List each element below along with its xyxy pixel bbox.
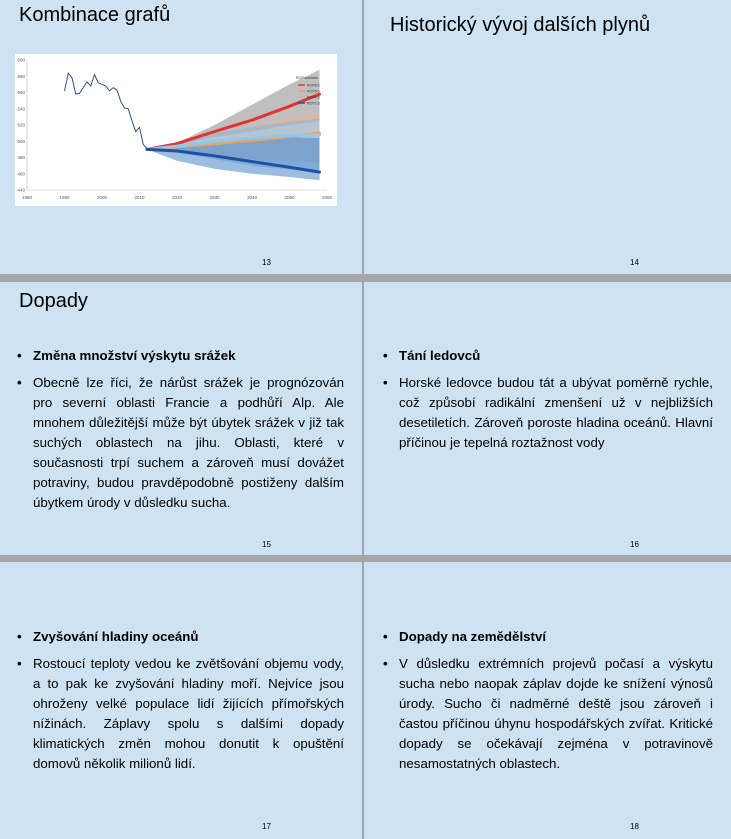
slide-content	[383, 627, 713, 781]
slide-title: Historický vývoj dalších plynů	[390, 14, 651, 36]
bullet-text	[383, 373, 713, 453]
slide-title: Kombinace grafů	[19, 4, 171, 26]
y-tick-label: 560	[17, 90, 25, 95]
y-tick-label: 500	[17, 138, 25, 144]
x-tick-label: 2040	[246, 195, 258, 200]
y-tick-label: 480	[17, 155, 25, 160]
slide-content	[383, 346, 713, 460]
bullet-text	[17, 654, 344, 774]
x-tick-label: 1980	[21, 195, 33, 200]
slide-content	[17, 346, 344, 520]
bullet-heading: • Zvyšování hladiny oceánů	[17, 627, 344, 647]
slide-14	[364, 0, 731, 274]
x-tick-label: 2060	[321, 195, 333, 200]
slide-content	[17, 627, 344, 781]
bullet-paragraph: • V důsledku extrémních projevů počasí a výskytu sucha nebo naopak záplav dojde ke snížení výnosů úrody. Sucho či nadměrné deště jsou zároveň i častou příčinou úhynu hospodářských zvířat. Kritické dopady se očekávají zejména v potravinově nesamostatných oblastech.	[399, 656, 713, 771]
x-tick-label: 1990	[59, 195, 70, 200]
slide-17	[0, 562, 362, 839]
bullet-text	[17, 373, 344, 513]
slide-number: 15	[262, 540, 271, 549]
slide-15	[0, 282, 362, 555]
slide-number: 13	[262, 258, 271, 267]
legend-entry: RCP4.5	[307, 95, 320, 100]
y-tick-label: 580	[17, 73, 25, 79]
y-tick-label: 460	[17, 171, 25, 177]
legend-entry: RCP6.0	[307, 89, 320, 94]
x-tick-label: 2030	[209, 195, 220, 200]
slide-title: Dopady	[19, 290, 88, 312]
slide-number: 17	[262, 822, 271, 831]
bullet-paragraph: • Obecně lze říci, že nárůst srážek je prognózován pro severní oblasti Francie a podhůří Alp. Ale mnohem důležitější může být úbytek srážek v již tak suchých oblastech na jihu. Oblasti, které v současnosti trpí suchem a zároveň musí dovážet potraviny, budou pravděpodobně postiženy dalším úbytkem úrody v důsledku sucha.	[33, 375, 344, 510]
legend-title: RCP scenario	[296, 76, 319, 80]
bullet-paragraph: • Horské ledovce budou tát a ubývat poměrně rychle, což způsobí radikální zmenšení už v nejbližších desetiletích. Zároveň poroste hladina oceánů. Hlavní příčinou je tepelná roztažnost vody	[399, 375, 713, 450]
slide-number: 16	[630, 540, 639, 549]
legend-entry: RCP2.6	[307, 101, 320, 106]
bullet-heading: • Dopady na zemědělství	[383, 627, 713, 647]
y-tick-label: 520	[17, 122, 25, 128]
legend-entry: RCP8.5	[307, 83, 320, 88]
y-tick-label: 440	[17, 187, 25, 193]
slide-number: 18	[630, 822, 639, 831]
x-tick-label: 2050	[284, 195, 295, 200]
slide-16	[364, 282, 731, 555]
y-tick-label: 540	[17, 106, 25, 112]
bullet-text	[383, 654, 713, 774]
x-tick-label: 2020	[171, 195, 183, 200]
combined-chart	[15, 54, 337, 206]
slide-number: 14	[630, 258, 639, 267]
bullet-heading: • Tání ledovců	[383, 346, 713, 366]
x-tick-label: 2010	[134, 195, 145, 200]
bullet-paragraph: • Rostoucí teploty vedou ke zvětšování objemu vody, a to pak ke zvyšování hladiny moří. Nejvíce jsou ohroženy velké populace lidí žijících přímořských nížinách. Záplavy spolu s dalšími dopady klimatických změn mohou donutit k opuštění domovů několik milionů lidí.	[33, 656, 344, 771]
slide-13	[0, 0, 362, 274]
bullet-heading: • Změna množství výskytu srážek	[17, 346, 344, 366]
y-tick-label: 600	[17, 57, 25, 63]
chart-svg	[15, 54, 337, 206]
slide-18	[364, 562, 731, 839]
historical-line	[65, 73, 148, 149]
x-tick-label: 2000	[96, 195, 108, 200]
